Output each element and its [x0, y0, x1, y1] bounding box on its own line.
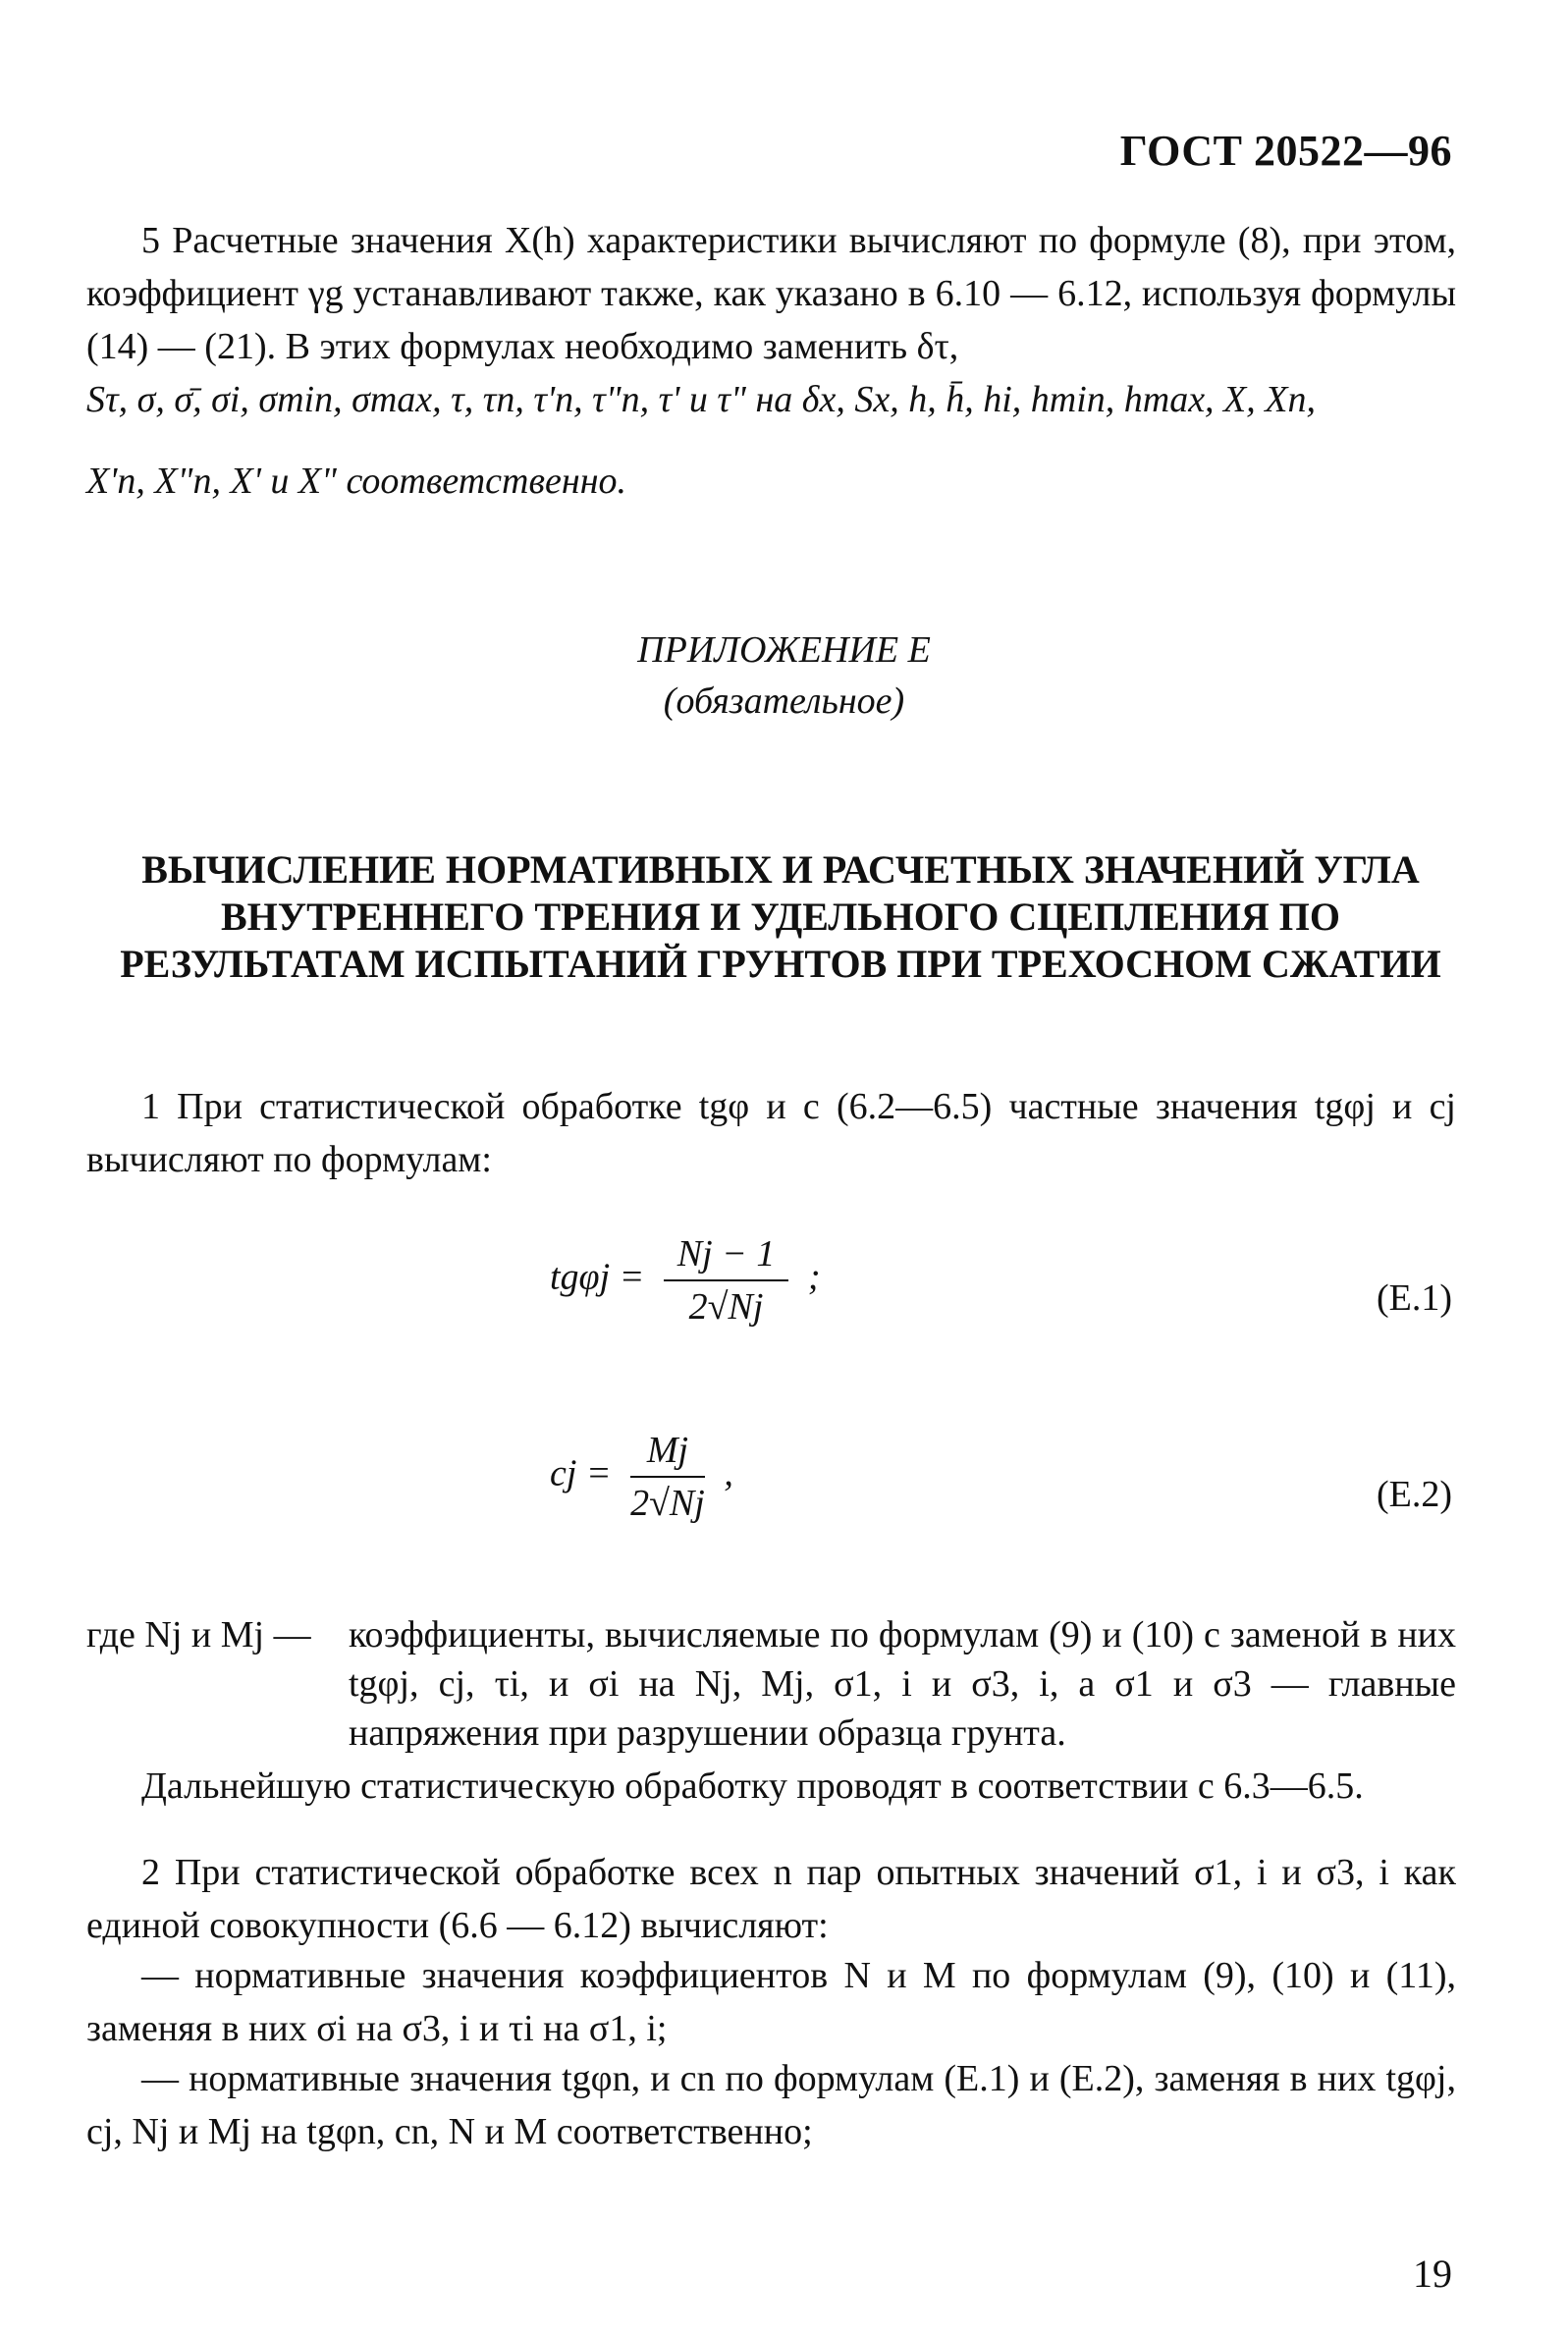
- item-5-symbols-line-2: X'n, X"n, X' и X" соответственно.: [86, 461, 627, 502]
- item-5-symbols-line-1: Sτ, σ, σ̄, σi, σmin, σmax, τ, τn, τ'n, τ"n, τ' и τ" на δx, Sx, h, h̄, hi, hmin, hmax, X, Xn,: [86, 379, 1316, 420]
- item-1-paragraph: 1 При статистической обработке tgφ и c (6.2—6.5) частные значения tgφj и cj вычисляют по формулам:: [86, 1086, 1456, 1180]
- continuation-paragraph: Дальнейшую статистическую обработку проводят в соответствии с 6.3—6.5.: [141, 1765, 1364, 1807]
- formula-e1-fraction: [664, 1232, 789, 1329]
- appendix-status: (обязательное): [663, 680, 905, 722]
- formula-e1-lhs: tgφj =: [550, 1256, 645, 1298]
- formula-e1: [550, 1232, 820, 1329]
- page-number: 19: [1413, 2252, 1452, 2296]
- item-5-paragraph: 5 Расчетные значения X(h) характеристики вычисляют по формуле (8), при этом, коэффициент γg устанавливают также, как указано в 6.10 — 6.12, используя формулы (14) — (21). В этих формулах необходимо заменить δτ,: [86, 220, 1456, 367]
- formula-e2-numerator: Mj: [630, 1429, 705, 1478]
- where-definition: коэффициенты, вычисляемые по формулам (9) и (10) с заменой в них tgφj, cj, τi, и σi на Nj, Mj, σ1, i и σ3, i, а σ1 и σ3 — главные напряжения при разрушении образца грунта.: [349, 1614, 1456, 1754]
- where-term: где Nj и Mj —: [86, 1614, 311, 1656]
- formula-e1-denominator: 2√Nj: [688, 1286, 764, 1328]
- item-2-bullet-1: — нормативные значения коэффициентов N и M по формулам (9), (10) и (11), заменяя в них σi на σ3, i и τi на σ1, i;: [86, 1955, 1456, 2049]
- formula-e2-lhs: cj =: [550, 1452, 612, 1494]
- formula-e1-tail: ;: [807, 1256, 821, 1298]
- formula-e2-tail: ,: [724, 1452, 733, 1494]
- formula-e1-numerator: Nj − 1: [664, 1232, 789, 1281]
- formula-e1-number: (Е.1): [1376, 1277, 1452, 1319]
- formula-e2-fraction: [630, 1429, 705, 1525]
- item-2-bullet-2: — нормативные значения tgφn, и cn по формулам (Е.1) и (Е.2), заменяя в них tgφj, cj, Nj и Mj на tgφn, cn, N и M соответственно;: [86, 2058, 1456, 2152]
- formula-e2-number: (Е.2): [1376, 1474, 1452, 1515]
- appendix-heading: ВЫЧИСЛЕНИЕ НОРМАТИВНЫХ И РАСЧЕТНЫХ ЗНАЧЕНИЙ УГЛА ВНУТРЕННЕГО ТРЕНИЯ И УДЕЛЬНОГО СЦЕПЛЕНИЯ ПО РЕЗУЛЬТАТАМ ИСПЫТАНИЙ ГРУНТОВ ПРИ ТРЕХОСНОМ СЖАТИИ: [120, 847, 1441, 986]
- item-2-paragraph: 2 При статистической обработке всех n пар опытных значений σ1, i и σ3, i как единой совокупности (6.6 — 6.12) вычисляют:: [86, 1852, 1456, 1946]
- document-code-header: ГОСТ 20522—96: [1119, 127, 1452, 175]
- formula-e2: [550, 1429, 733, 1525]
- formula-e2-denominator: 2√Nj: [630, 1483, 705, 1524]
- appendix-title: ПРИЛОЖЕНИЕ Е: [637, 629, 931, 671]
